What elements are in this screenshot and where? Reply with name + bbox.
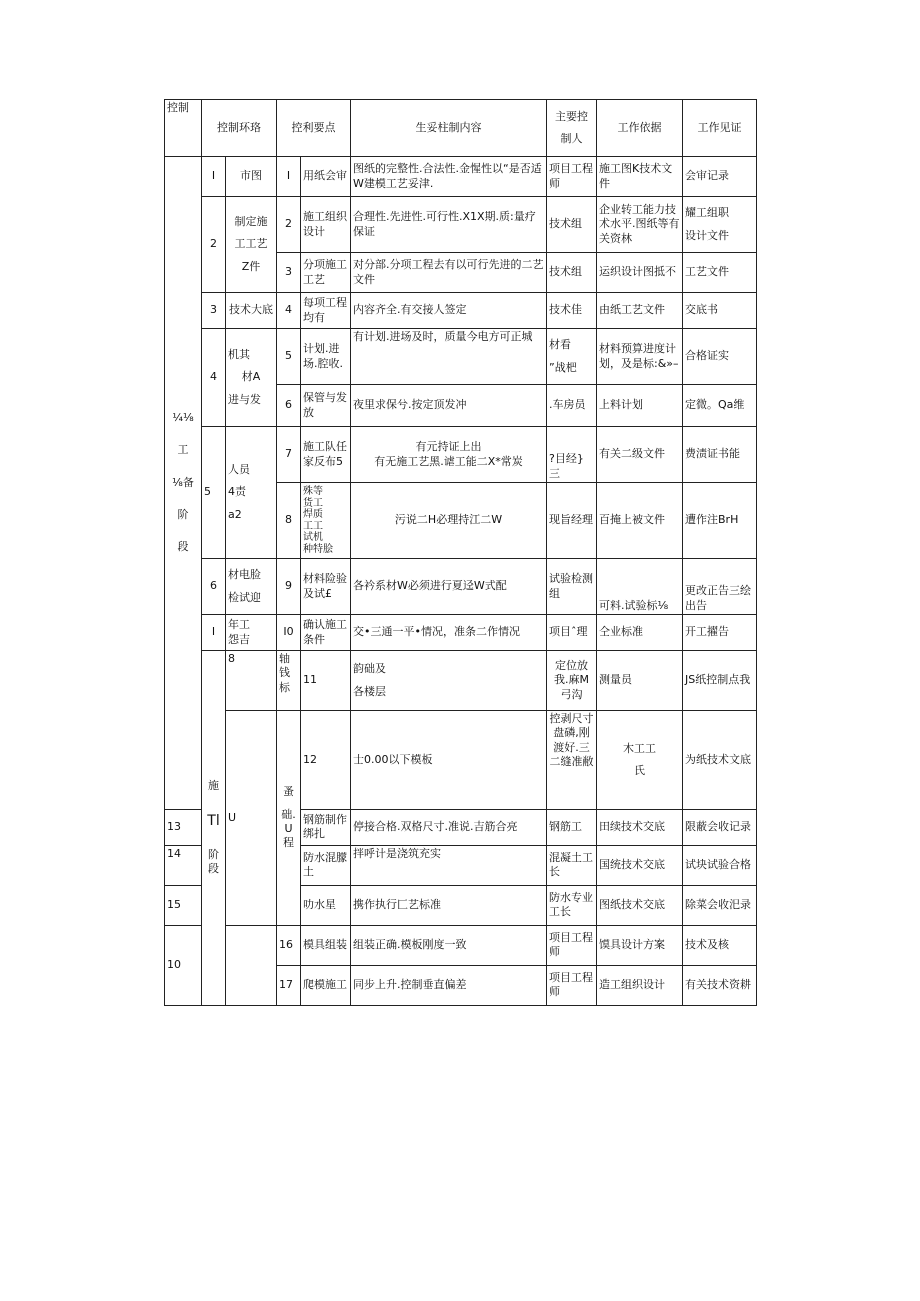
work-proof: 更改正告三绘出告 xyxy=(683,559,757,615)
control-point: 士0.00以下模板 xyxy=(351,711,547,809)
work-basis: 仝业标准 xyxy=(597,615,683,651)
work-basis: 施工图K技术文件 xyxy=(597,157,683,197)
header-content: 生妥柱制内容 xyxy=(351,100,547,157)
control-point: 分项施工工艺 xyxy=(301,253,351,293)
work-proof: 会审记录 xyxy=(683,157,757,197)
control-person: 防水专业工长 xyxy=(547,885,597,925)
control-content: 对分部.分项工程去有以可行先进的二艺文件 xyxy=(351,253,547,293)
control-table xyxy=(164,99,757,1006)
control-person: 木工工 氏 xyxy=(597,711,683,809)
row-number: 2 xyxy=(277,197,301,253)
control-point: 施工队任家反布5 xyxy=(301,427,351,483)
control-point: 每项工程均有 xyxy=(301,293,351,329)
control-content: 定位放我.麻M弓沟 xyxy=(547,651,597,711)
work-basis: 田续技术交底 xyxy=(597,809,683,845)
table-row xyxy=(165,293,757,329)
control-person: 试验检测组 xyxy=(547,559,597,615)
work-basis: 国统技术交底 xyxy=(597,845,683,885)
work-basis: 企业转工能力技术水平.图纸等有关资林 xyxy=(597,197,683,253)
control-point: 确认施工条件 xyxy=(301,615,351,651)
control-point: 保管与发放 xyxy=(301,385,351,427)
row-number: 16 xyxy=(277,925,301,965)
control-content: 有计划.进场及时，质量今电方可正城 xyxy=(351,329,547,385)
row-number: 12 xyxy=(301,711,351,809)
control-content: 各衿系材W必须进行夏迳W式配 xyxy=(351,559,547,615)
control-person: ?目经}三 xyxy=(547,427,597,483)
group-name: 人员 4责 a2 xyxy=(226,427,277,559)
header-point: 控利要点 xyxy=(277,100,351,157)
control-person: 测量员 xyxy=(597,651,683,711)
group-number: 4 xyxy=(202,329,226,427)
control-person: 项目工程师 xyxy=(547,925,597,965)
work-proof: 定微。Qa维 xyxy=(683,385,757,427)
control-content: 拌呼计是浇筑充实 xyxy=(351,845,547,885)
group-name: 材电脸 检试迎 xyxy=(226,559,277,615)
control-content: 交•三通一平•情况，准条二作情况 xyxy=(351,615,547,651)
control-person: 项目ˆ理 xyxy=(547,615,597,651)
table-row xyxy=(165,197,757,253)
group-number: 8 xyxy=(226,651,277,711)
header-link: 控制环珞 xyxy=(202,100,277,157)
work-basis: 上料计划 xyxy=(597,385,683,427)
work-basis: 材料预算进度计划，及是标:&»– xyxy=(597,329,683,385)
work-proof: 耀工组职 设计文件 xyxy=(683,197,757,253)
control-content: 有元持证上出 有无施工艺黑.谑工能二X*常炭 xyxy=(351,427,547,483)
row-number: 8 xyxy=(277,483,301,559)
group-name: 技术大底 xyxy=(226,293,277,329)
work-basis: 为纸技术文底 xyxy=(683,711,757,809)
work-basis: JS纸控制点我 xyxy=(683,651,757,711)
work-proof: 交底书 xyxy=(683,293,757,329)
work-basis: 运织设计图抵不 xyxy=(597,253,683,293)
table-row xyxy=(165,925,757,965)
control-point: 韵础及 各楼层 xyxy=(351,651,547,711)
group-name: 蚤 础.U程 xyxy=(277,711,301,925)
row-number: 14 xyxy=(165,845,202,885)
row-number: 6 xyxy=(277,385,301,427)
header-person: 主要控 制人 xyxy=(547,100,597,157)
header-proof: 工作见证 xyxy=(683,100,757,157)
control-point: 施工组织设计 xyxy=(301,197,351,253)
control-content: 图纸的完整性.合法性.金惺性以“是否适W建模工艺妥津. xyxy=(351,157,547,197)
work-proof: 限蔽会收记录 xyxy=(683,809,757,845)
control-content: 组装正确.模板刚度一致 xyxy=(351,925,547,965)
control-person: 项目工程师 xyxy=(547,157,597,197)
table-row xyxy=(165,651,757,711)
control-content: 停接合格.双格尺寸.准说.吉筋合亮 xyxy=(351,809,547,845)
control-content: 同步上升.控制垂直偏差 xyxy=(351,965,547,1005)
work-basis: 造工组织设计 xyxy=(597,965,683,1005)
work-proof: 除菜会收汜录 xyxy=(683,885,757,925)
work-proof: 开工擢告 xyxy=(683,615,757,651)
group-number: 5 xyxy=(202,427,226,559)
work-basis: 由纸工艺文件 xyxy=(597,293,683,329)
work-basis: 有关二级文件 xyxy=(597,427,683,483)
control-point: 用纸会审 xyxy=(301,157,351,197)
group-number: 6 xyxy=(202,559,226,615)
work-proof: 有关技术资耕 xyxy=(683,965,757,1005)
header-row xyxy=(165,100,757,157)
group-number: I xyxy=(202,157,226,197)
group-name: 机其 材A 进与发 xyxy=(226,329,277,427)
row-number: I xyxy=(277,157,301,197)
row-number: 13 xyxy=(165,809,202,845)
group-name xyxy=(226,925,277,1005)
row-number: 9 xyxy=(277,559,301,615)
work-basis: 百掩上被文件 xyxy=(597,483,683,559)
control-person: .车房员 xyxy=(547,385,597,427)
group-number: I xyxy=(202,615,226,651)
table-row xyxy=(165,559,757,615)
row-number: 11 xyxy=(301,651,351,711)
control-point: 爬模施工 xyxy=(301,965,351,1005)
control-person: 技术组 xyxy=(547,197,597,253)
control-point: 材料险验及试£ xyxy=(301,559,351,615)
control-person: 技术组 xyxy=(547,253,597,293)
table-row xyxy=(165,329,757,385)
header-basis: 工作依据 xyxy=(597,100,683,157)
control-point: 殊等 货工 焊质 工工 试机 种特脍 xyxy=(301,483,351,559)
table-row xyxy=(165,427,757,483)
work-proof: 费渍证书能 xyxy=(683,427,757,483)
work-proof: 合格证实 xyxy=(683,329,757,385)
group-name: 年工 怨吉 xyxy=(226,615,277,651)
row-number: 15 xyxy=(165,885,202,925)
work-basis: 可料.试验标⅛ xyxy=(597,559,683,615)
row-number: 4 xyxy=(277,293,301,329)
group-name: 市图 xyxy=(226,157,277,197)
stage-construction: 施 Tl 阶段 xyxy=(202,651,226,1006)
row-number: 17 xyxy=(277,965,301,1005)
group-number: 2 xyxy=(202,197,226,293)
control-point: 防水混朦土 xyxy=(301,845,351,885)
table-row xyxy=(165,157,757,197)
control-content: 夜里求保兮.按定顶发冲 xyxy=(351,385,547,427)
control-point: 模具组装 xyxy=(301,925,351,965)
group-name: 制定施 工工艺 Z件 xyxy=(226,197,277,293)
row-number: 7 xyxy=(277,427,301,483)
control-point: 钢筋制作绑扎 xyxy=(301,809,351,845)
control-person: 技术佳 xyxy=(547,293,597,329)
work-proof: 试块试验合格 xyxy=(683,845,757,885)
control-person: 现旨经理 xyxy=(547,483,597,559)
group-name: 轴钱标 xyxy=(277,651,301,711)
control-content: 携作执行匚艺标准 xyxy=(351,885,547,925)
group-number: 10 xyxy=(165,925,202,1005)
work-proof: 遭作注BrH xyxy=(683,483,757,559)
row-number: I0 xyxy=(277,615,301,651)
control-person: 混凝土工长 xyxy=(547,845,597,885)
group-number: 3 xyxy=(202,293,226,329)
header-stage: 控制 xyxy=(165,100,202,157)
work-basis: 图纸技术交底 xyxy=(597,885,683,925)
control-person: 材看 ”战杷 xyxy=(547,329,597,385)
control-content: 内容齐全.有交接人签定 xyxy=(351,293,547,329)
control-person: 项目工程师 xyxy=(547,965,597,1005)
row-number: 5 xyxy=(277,329,301,385)
table-row xyxy=(165,711,757,809)
control-point: 计划.进场.腔收. xyxy=(301,329,351,385)
control-point: 叻水星 xyxy=(301,885,351,925)
group-number: U xyxy=(226,711,277,925)
control-content: 污说二H必理持江二W xyxy=(351,483,547,559)
work-basis: 馍具设计方案 xyxy=(597,925,683,965)
row-number: 3 xyxy=(277,253,301,293)
control-content: 合理性.先进性.可行性.X1X期.质:量疗保证 xyxy=(351,197,547,253)
work-proof: 技术及核 xyxy=(683,925,757,965)
table-row xyxy=(165,615,757,651)
control-content: 控剥尺寸盘磷,刚渡好.三二缝准敝 xyxy=(547,711,597,809)
work-proof: 工艺文件 xyxy=(683,253,757,293)
stage-prep: ¼⅛ 工 ⅛备 阶 段 xyxy=(165,157,202,810)
control-person: 钢筋工 xyxy=(547,809,597,845)
